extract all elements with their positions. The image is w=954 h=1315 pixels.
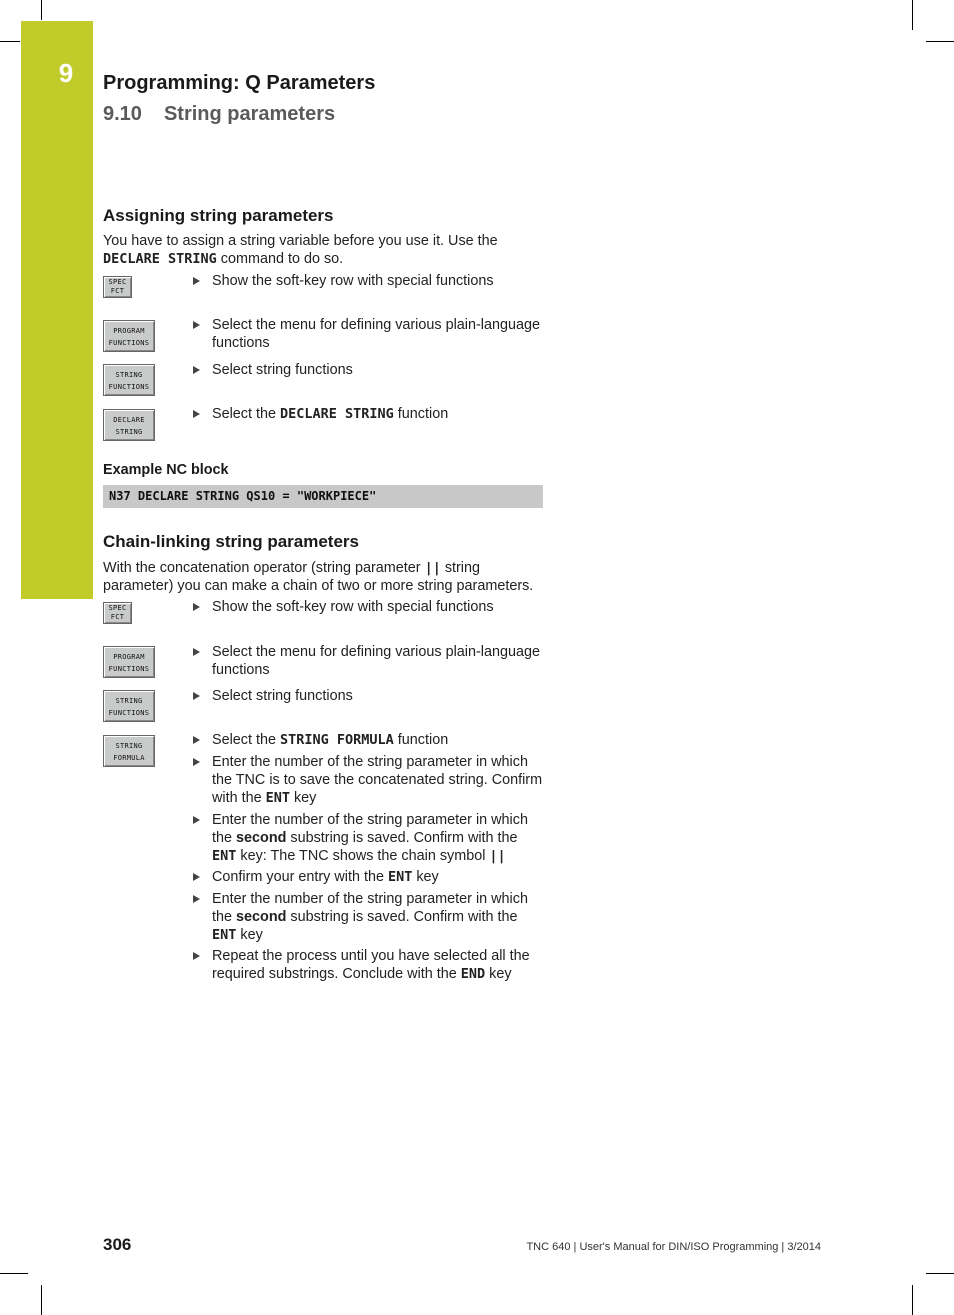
softkey-label: FCT <box>110 286 125 295</box>
step-text: Select string functions <box>212 688 353 704</box>
softkey-label: STRING <box>115 428 143 436</box>
intro-text: string parameter) you can make a chain of two or more string parameters. <box>103 560 534 594</box>
step-text-part: function <box>393 406 449 422</box>
step-item <box>193 868 545 886</box>
arrow-right-icon <box>193 692 200 700</box>
crop-mark <box>0 1273 28 1274</box>
assign-intro <box>103 232 545 268</box>
step-item <box>193 316 545 352</box>
section-heading <box>103 103 335 126</box>
arrow-right-icon <box>193 736 200 744</box>
arrow-right-icon <box>193 366 200 374</box>
crop-mark <box>912 1285 913 1315</box>
example-label: Example NC block <box>103 462 229 478</box>
softkey-label: STRING <box>115 742 143 750</box>
arrow-right-icon <box>193 603 200 611</box>
key-name: ENT <box>387 869 413 885</box>
key-name: END <box>460 966 486 982</box>
softkey-spec-fct[interactable] <box>103 602 132 624</box>
softkey-label: PROGRAM <box>113 653 145 661</box>
softkey-string-formula[interactable] <box>103 735 155 767</box>
crop-mark <box>41 1285 42 1315</box>
step-text-part: key <box>412 869 439 885</box>
softkey-label: DECLARE <box>113 416 145 424</box>
softkey-spec-fct[interactable] <box>103 276 132 298</box>
page-number: 306 <box>103 1235 132 1254</box>
step-text <box>212 811 545 865</box>
intro-text: You have to assign a string variable before you use it. Use the <box>103 233 498 249</box>
arrow-right-icon <box>193 873 200 881</box>
step-item <box>193 272 545 290</box>
step-text-part: Enter the number of the string parameter in which the TNC is to save the concatenated string. Confirm with the <box>212 754 543 806</box>
chapter-title: Programming: Q Parameters <box>103 72 376 94</box>
step-text-part: key <box>289 790 317 806</box>
emphasis: second <box>236 830 287 846</box>
softkey-label: PROGRAM <box>113 327 145 335</box>
softkey-label: FUNCTIONS <box>108 383 150 391</box>
chapter-number: 9 <box>58 58 74 88</box>
crop-mark <box>0 41 20 42</box>
intro-text: With the concatenation operator (string parameter <box>103 560 425 576</box>
step-text-part: key <box>236 927 263 943</box>
softkey-string-functions[interactable] <box>103 364 155 396</box>
arrow-right-icon <box>193 648 200 656</box>
assign-heading: Assigning string parameters <box>103 206 334 225</box>
crop-mark <box>926 41 954 42</box>
step-text: Show the soft-key row with special functions <box>212 273 494 289</box>
step-command: DECLARE STRING <box>280 406 394 422</box>
step-text-part: Select the <box>212 732 280 748</box>
step-text <box>212 947 545 983</box>
softkey-program-functions[interactable] <box>103 646 155 678</box>
chain-heading: Chain-linking string parameters <box>103 532 359 551</box>
softkey-string-functions[interactable] <box>103 690 155 722</box>
step-item <box>193 731 545 749</box>
step-text-part: substring is saved. Confirm with the <box>286 909 518 925</box>
step-text-part: key: The TNC shows the chain symbol <box>236 848 490 864</box>
softkey-label: SPEC <box>108 278 127 286</box>
step-item <box>193 890 545 944</box>
arrow-right-icon <box>193 321 200 329</box>
step-item <box>193 753 545 807</box>
step-text-part: Select the <box>212 406 280 422</box>
step-text-part: Enter the number of the string parameter in which the <box>212 812 528 846</box>
concat-operator: || <box>424 560 441 576</box>
code-line: N37 DECLARE STRING QS10 = "WORKPIECE" <box>109 489 377 503</box>
step-item <box>193 687 545 705</box>
arrow-right-icon <box>193 758 200 766</box>
key-name: ENT <box>212 848 237 864</box>
intro-command: DECLARE STRING <box>103 251 217 267</box>
step-item <box>193 947 545 983</box>
arrow-right-icon <box>193 410 200 418</box>
section-title: String parameters <box>163 103 336 125</box>
step-item <box>193 361 545 379</box>
step-text <box>212 753 545 807</box>
step-text <box>212 405 545 423</box>
step-text-part: Repeat the process until you have selected all the required substrings. Conclude with the <box>212 948 530 982</box>
step-text-part: function <box>393 732 449 748</box>
crop-mark <box>41 0 42 20</box>
step-text-part: Confirm your entry with the <box>212 869 388 885</box>
key-name: ENT <box>212 927 237 943</box>
step-text <box>212 868 545 886</box>
softkey-label: STRING <box>115 371 143 379</box>
step-text: Select the menu for defining various plain-language functions <box>212 317 540 351</box>
step-item <box>193 643 545 679</box>
code-block <box>103 485 543 508</box>
softkey-label: FUNCTIONS <box>108 339 150 347</box>
intro-text: command to do so. <box>216 251 344 267</box>
step-item <box>193 405 545 423</box>
step-text <box>212 890 545 944</box>
arrow-right-icon <box>193 952 200 960</box>
step-item <box>193 811 545 865</box>
section-number: 9.10 <box>103 103 142 125</box>
step-text: Select string functions <box>212 362 353 378</box>
step-text: Show the soft-key row with special functions <box>212 599 494 615</box>
arrow-right-icon <box>193 277 200 285</box>
step-command: STRING FORMULA <box>280 732 394 748</box>
softkey-declare-string[interactable] <box>103 409 155 441</box>
softkey-program-functions[interactable] <box>103 320 155 352</box>
softkey-label: SPEC <box>108 604 127 612</box>
step-text <box>212 731 545 749</box>
chain-intro <box>103 559 545 595</box>
step-text-part: Enter the number of the string parameter in which the <box>212 891 528 925</box>
key-name: ENT <box>265 790 290 806</box>
step-item <box>193 598 545 616</box>
arrow-right-icon <box>193 816 200 824</box>
emphasis: second <box>236 909 287 925</box>
footer-text: TNC 640 | User's Manual for DIN/ISO Programming | 3/2014 <box>526 1241 821 1253</box>
softkey-label: FUNCTIONS <box>108 665 150 673</box>
crop-mark <box>926 1273 954 1274</box>
step-text-part: key <box>485 966 512 982</box>
step-text: Select the menu for defining various plain-language functions <box>212 644 540 678</box>
softkey-label: FORMULA <box>113 754 145 762</box>
softkey-label: STRING <box>115 697 143 705</box>
crop-mark <box>912 0 913 30</box>
step-text-part: substring is saved. Confirm with the <box>286 830 518 846</box>
chain-symbol: || <box>489 848 506 864</box>
softkey-label: FUNCTIONS <box>108 709 150 717</box>
arrow-right-icon <box>193 895 200 903</box>
softkey-label: FCT <box>110 612 125 621</box>
chapter-tab-band <box>21 21 93 599</box>
